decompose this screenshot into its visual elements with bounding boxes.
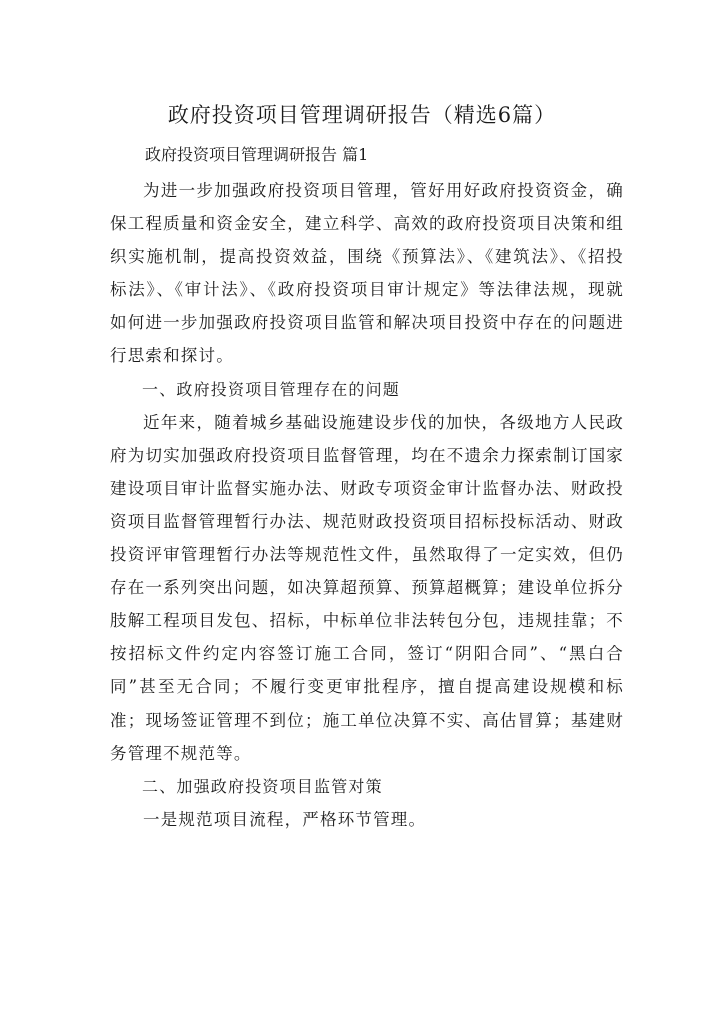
section-heading-countermeasures: 二、加强政府投资项目监管对策 [142,776,383,796]
section-heading-problems: 一、政府投资项目管理存在的问题 [142,379,401,399]
document-body [110,174,624,836]
problems-paragraph: 近年来，随着城乡基础设施建设步伐的加快，各级地方人民政府为切实加强政府投资项目监督管理，均在不遗余力探索制订国家建设项目审计监督实施办法、财政专项资金审计监督办法、财政投资项目监督管理暂行办法、规范财政投资项目招标投标活动、财政投资评审管理暂行办法等规范性文件，虽然取得了一定实效，但仍存在一系列突出问题，如决算超预算、预算超概算；建设单位拆分肢解工程项目发包、招标，中标单位非法转包分包，违规挂靠；不按招标文件约定内容签订施工合同，签订“阴阳合同”、“黑白合同”甚至无合同；不履行变更审批程序，擅自提高建设规模和标准；现场签证管理不到位；施工单位决算不实、高估冒算；基建财务管理不规范等。 [110,412,624,763]
document-title: 政府投资项目管理调研报告（精选6篇） [167,103,557,127]
countermeasure-paragraph: 一是规范项目流程，严格环节管理。 [143,809,427,829]
document-subtitle: 政府投资项目管理调研报告 篇1 [145,145,369,164]
intro-paragraph: 为进一步加强政府投资项目管理，管好用好政府投资资金，确保工程质量和资金安全，建立科学、高效的政府投资项目决策和组织实施机制，提高投资效益，围绕《预算法》、《建筑法》、《招投标法》、《审计法》、《政府投资项目审计规定》等法律法规，现就如何进一步加强政府投资项目监管和解决项目投资中存在的问题进行思索和探讨。 [110,181,624,366]
